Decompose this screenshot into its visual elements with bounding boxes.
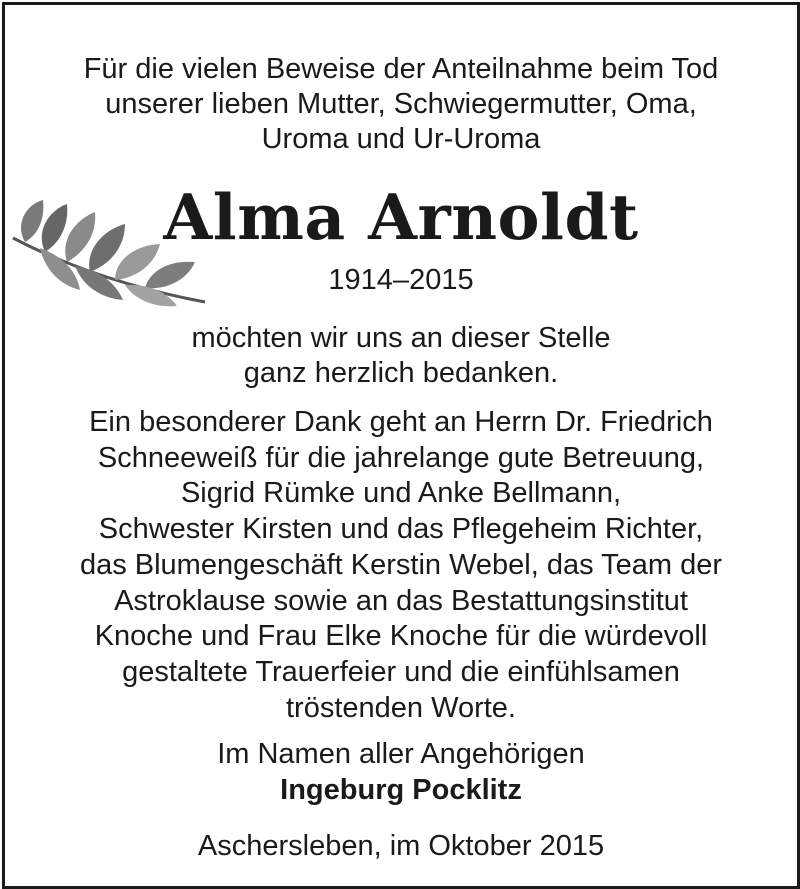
acknowledgement-text	[5, 405, 797, 726]
place-date: Aschersleben, im Oktober 2015	[197, 830, 605, 862]
acknowledgement-line: Schneeweiß für die jahrelange gute Betreuung,	[97, 441, 705, 474]
life-years: 1914–2015	[328, 264, 474, 296]
intro-line: unserer lieben Mutter, Schwiegermutter, Oma,	[105, 88, 697, 120]
intro-line: Uroma und Ur-Uroma	[261, 123, 541, 155]
thanks-line: ganz herzlich bedanken.	[243, 357, 559, 389]
deceased-name: Alma Arnoldt	[163, 180, 639, 254]
acknowledgement-line: gestaltete Trauerfeier und die einfühlsamen	[122, 655, 680, 688]
on-behalf-text: Im Namen aller Angehörigen	[217, 738, 585, 770]
signer-name: Ingeburg Pocklitz	[280, 774, 522, 806]
acknowledgement-line: Knoche und Frau Elke Knoche für die würdevoll	[94, 620, 708, 653]
closing-block	[5, 736, 797, 808]
acknowledgement-line: das Blumengeschäft Kerstin Webel, das Team der	[79, 548, 723, 581]
acknowledgement-line: Schwester Kirsten und das Pflegeheim Richter,	[98, 513, 704, 546]
obituary-notice	[2, 2, 800, 889]
thanks-text	[5, 321, 797, 391]
thanks-line: möchten wir uns an dieser Stelle	[191, 322, 611, 354]
acknowledgement-line: Sigrid Rümke und Anke Bellmann,	[180, 477, 622, 510]
acknowledgement-line: tröstenden Worte.	[286, 691, 516, 724]
intro-text	[5, 52, 797, 157]
intro-line: Für die vielen Beweise der Anteilnahme beim Tod	[83, 53, 719, 85]
acknowledgement-line: Astroklause sowie an das Bestattungsinstitut	[114, 584, 688, 617]
acknowledgement-line: Ein besonderer Dank geht an Herrn Dr. Friedrich	[89, 406, 713, 438]
